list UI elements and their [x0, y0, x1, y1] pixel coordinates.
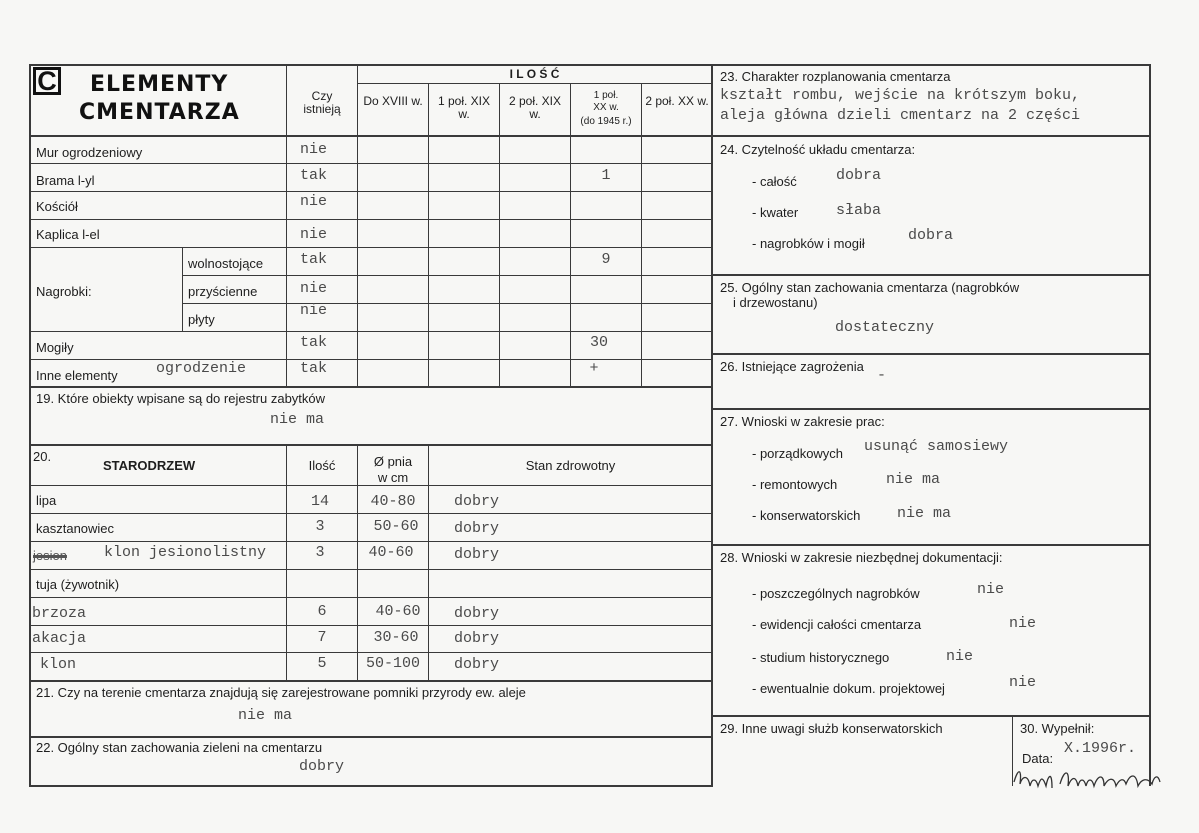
q25-answer: dostateczny — [835, 319, 935, 336]
element-czy-kaplica: nie — [300, 226, 328, 243]
q28-a-answer: nie — [977, 581, 1005, 598]
element-czy-inne: tak — [300, 360, 328, 377]
header-vline-q1 — [357, 64, 358, 386]
q22-label: 22. Ogólny stan zachowania zieleni na cmentarzu — [36, 740, 323, 755]
signature-image — [1012, 764, 1162, 799]
col-2pol-xx: 2 poł. XX w. — [645, 94, 709, 108]
header-vline-q2 — [428, 83, 429, 386]
tree-typed-brzoza: brzoza — [32, 605, 87, 622]
element-label-kosciol: Kościół — [36, 199, 78, 214]
tree-pnia-jesion: 40-60 — [368, 544, 414, 561]
right-line — [712, 408, 1151, 410]
q27-remontowych-answer: nie ma — [886, 471, 941, 488]
tree-stan-kasztanowiec: dobry — [454, 520, 500, 537]
row-line — [182, 275, 712, 276]
tree-row-line — [29, 569, 712, 570]
q24-calosc-label: - całość — [752, 174, 797, 189]
tree-pnia-klon: 50-100 — [365, 655, 420, 672]
right-line — [712, 353, 1151, 355]
outer-top-border — [29, 64, 1151, 66]
title-line2: CMENTARZA — [79, 100, 240, 125]
col-1pol-xx-b: XX w. — [593, 102, 619, 113]
row-line — [29, 359, 712, 360]
col-2pol-xix: 2 poł. XIX w. — [508, 94, 562, 121]
q21-label: 21. Czy na terenie cmentarza znajdują się zarejestrowane pomniki przyrody ew. aleje — [36, 685, 526, 700]
tree-typed-jesion: klon jesionolistny — [104, 544, 267, 561]
q28-b-label: - ewidencji całości cmentarza — [752, 617, 922, 632]
tree-header-line — [29, 485, 712, 486]
q20-number: 20. — [33, 449, 52, 464]
tree-pnia-brzoza: 40-60 — [375, 603, 421, 620]
element-czy-kosciol: nie — [300, 193, 328, 210]
q25-label-b: i drzewostanu) — [733, 295, 818, 310]
q27-remontowych-label: - remontowych — [752, 477, 838, 492]
q27-label: 27. Wnioski w zakresie prac: — [720, 414, 885, 429]
q30-label: 30. Wypełnił: — [1020, 721, 1095, 736]
q20-title: STARODRZEW — [103, 458, 196, 473]
tree-pnia-kasztanowiec: 50-60 — [373, 518, 419, 535]
header-bottom-line — [29, 135, 712, 137]
q24-kwater-answer: słaba — [836, 202, 882, 219]
row-line — [29, 191, 712, 192]
tree-typed-klon: klon — [40, 656, 77, 673]
tree-row-line — [29, 625, 712, 626]
q27-konserwatorskich-answer: nie ma — [897, 505, 952, 522]
element-qty-wolnostojace: 9 — [601, 251, 611, 268]
section-letter: C — [33, 67, 61, 95]
right-line — [712, 274, 1151, 276]
tree-name-lipa: lipa — [36, 493, 57, 508]
q27-porzadkowych-label: - porządkowych — [752, 446, 844, 461]
tree-ilosc-kasztanowiec: 3 — [315, 518, 325, 535]
q23-label: 23. Charakter rozplanowania cmentarza — [720, 69, 951, 84]
q24-kwater-label: - kwater — [752, 205, 799, 220]
col-czy-istnieja: Czy istnieją — [303, 89, 341, 116]
element-czy-mur: nie — [300, 141, 328, 158]
tree-col-pnia-b: w cm — [377, 470, 409, 485]
outer-left-border — [29, 64, 31, 786]
tree-col-stan: Stan zdrowotny — [525, 458, 616, 473]
title-line1: ELEMENTY — [90, 72, 229, 97]
tree-ilosc-lipa: 14 — [310, 493, 329, 510]
element-czy-brama: tak — [300, 167, 328, 184]
col-1pol-xx-a: 1 poł. — [593, 90, 619, 101]
tree-col-ilosc: Ilość — [308, 458, 336, 473]
section-line — [29, 736, 712, 738]
row-line — [182, 303, 712, 304]
ilosc-heading: I L O Ś Ć — [509, 67, 560, 81]
tree-name-tuja: tuja (żywotnik) — [36, 577, 120, 592]
header-vline-q5 — [641, 83, 642, 386]
q26-label: 26. Istniejące zagrożenia — [720, 359, 864, 374]
middle-divider — [711, 64, 713, 787]
tree-stan-brzoza: dobry — [454, 605, 500, 622]
element-label-kaplica: Kaplica l-el — [36, 227, 100, 242]
outer-bottom-border — [29, 785, 712, 787]
row-line — [29, 163, 712, 164]
section-line — [29, 680, 712, 682]
tree-ilosc-brzoza: 6 — [317, 603, 327, 620]
element-czy-wolnostojace: tak — [300, 251, 328, 268]
q22-answer: dobry — [299, 758, 345, 775]
tree-stan-klon: dobry — [454, 656, 500, 673]
element-label-inne: Inne elementy — [36, 368, 118, 383]
row-line — [29, 331, 712, 332]
q30-date: X.1996r. — [1064, 740, 1137, 757]
tree-typed-akacja: akacja — [32, 630, 87, 647]
right-line — [712, 544, 1151, 546]
tree-stan-akacja: dobry — [454, 630, 500, 647]
element-qty-mogily: 30 — [589, 334, 608, 351]
header-vline-czy — [286, 64, 287, 386]
element-czy-przyscienne: nie — [300, 280, 328, 297]
element-inne-typed: ogrodzenie — [156, 360, 247, 377]
tree-col-pnia-a: Ø pnia — [373, 454, 413, 469]
element-czy-plyty: nie — [300, 302, 328, 319]
col-do-xviii: Do XVIII w. — [363, 94, 423, 108]
right-line — [712, 715, 1151, 717]
q23-answer-line2: aleja główna dzieli cmentarz na 2 części — [720, 107, 1081, 124]
q26-answer: - — [877, 367, 887, 384]
tree-row-line — [29, 513, 712, 514]
header-vline-q3 — [499, 83, 500, 386]
q28-b-answer: nie — [1009, 615, 1037, 632]
q27-porzadkowych-answer: usunąć samosiewy — [864, 438, 1009, 455]
q28-c-label: - studium historycznego — [752, 650, 890, 665]
q28-d-answer: nie — [1009, 674, 1037, 691]
nagrobki-label: Nagrobki: — [36, 284, 92, 299]
tree-ilosc-klon: 5 — [317, 655, 327, 672]
q28-d-label: - ewentualnie dokum. projektowej — [752, 681, 945, 696]
element-label-wolnostojace: wolnostojące — [188, 256, 264, 271]
col-1pol-xx-c: (do 1945 r.) — [580, 116, 632, 127]
element-label-plyty: płyty — [188, 312, 215, 327]
tree-row-line — [29, 541, 712, 542]
element-qty-inne: + — [589, 360, 599, 377]
q19-label: 19. Które obiekty wpisane są do rejestru zabytków — [36, 391, 326, 406]
q21-answer: nie ma — [238, 707, 293, 724]
q28-c-answer: nie — [946, 648, 974, 665]
tree-pnia-lipa: 40-80 — [370, 493, 416, 510]
q24-nagrobkow-label: - nagrobków i mogił — [752, 236, 865, 251]
section-line — [29, 444, 712, 446]
tree-pnia-akacja: 30-60 — [373, 629, 419, 646]
q27-konserwatorskich-label: - konserwatorskich — [752, 508, 861, 523]
element-label-mur: Mur ogrodzeniowy — [36, 145, 143, 160]
tree-name-jesion: jesion — [33, 548, 67, 563]
element-czy-mogily: tak — [300, 334, 328, 351]
element-label-mogily: Mogiły — [36, 340, 74, 355]
tree-row-line — [29, 652, 712, 653]
tree-row-line — [29, 597, 712, 598]
q24-calosc-answer: dobra — [836, 167, 882, 184]
q28-label: 28. Wnioski w zakresie niezbędnej dokumentacji: — [720, 550, 1003, 565]
nagrobki-vline — [182, 247, 183, 331]
q30-data-label: Data: — [1022, 751, 1054, 766]
q25-label-a: 25. Ogólny stan zachowania cmentarza (nagrobków — [720, 280, 1020, 295]
ilosc-underline — [357, 83, 712, 84]
tree-stan-jesion: dobry — [454, 546, 500, 563]
section-line — [29, 386, 712, 388]
q19-answer: nie ma — [270, 411, 325, 428]
signature-scribble — [1012, 764, 1162, 794]
col-1pol-xix: 1 poł. XIX w. — [437, 94, 491, 121]
q23-answer-line1: kształt rombu, wejście na krótszym boku, — [720, 87, 1081, 104]
row-line — [29, 219, 712, 220]
tree-stan-lipa: dobry — [454, 493, 500, 510]
tree-ilosc-akacja: 7 — [317, 629, 327, 646]
element-qty-brama: 1 — [601, 167, 611, 184]
outer-right-border — [1149, 64, 1151, 786]
q29-label: 29. Inne uwagi służb konserwatorskich — [720, 721, 943, 736]
right-line — [712, 135, 1151, 137]
q24-label: 24. Czytelność układu cmentarza: — [720, 142, 916, 157]
element-label-przyscienne: przyścienne — [188, 284, 258, 299]
element-label-brama: Brama l-yl — [36, 173, 95, 188]
tree-ilosc-jesion: 3 — [315, 544, 325, 561]
q24-nagrobkow-answer: dobra — [908, 227, 954, 244]
row-line — [29, 247, 712, 248]
q28-a-label: - poszczególnych nagrobków — [752, 586, 920, 601]
tree-name-kasztanowiec: kasztanowiec — [36, 521, 115, 536]
